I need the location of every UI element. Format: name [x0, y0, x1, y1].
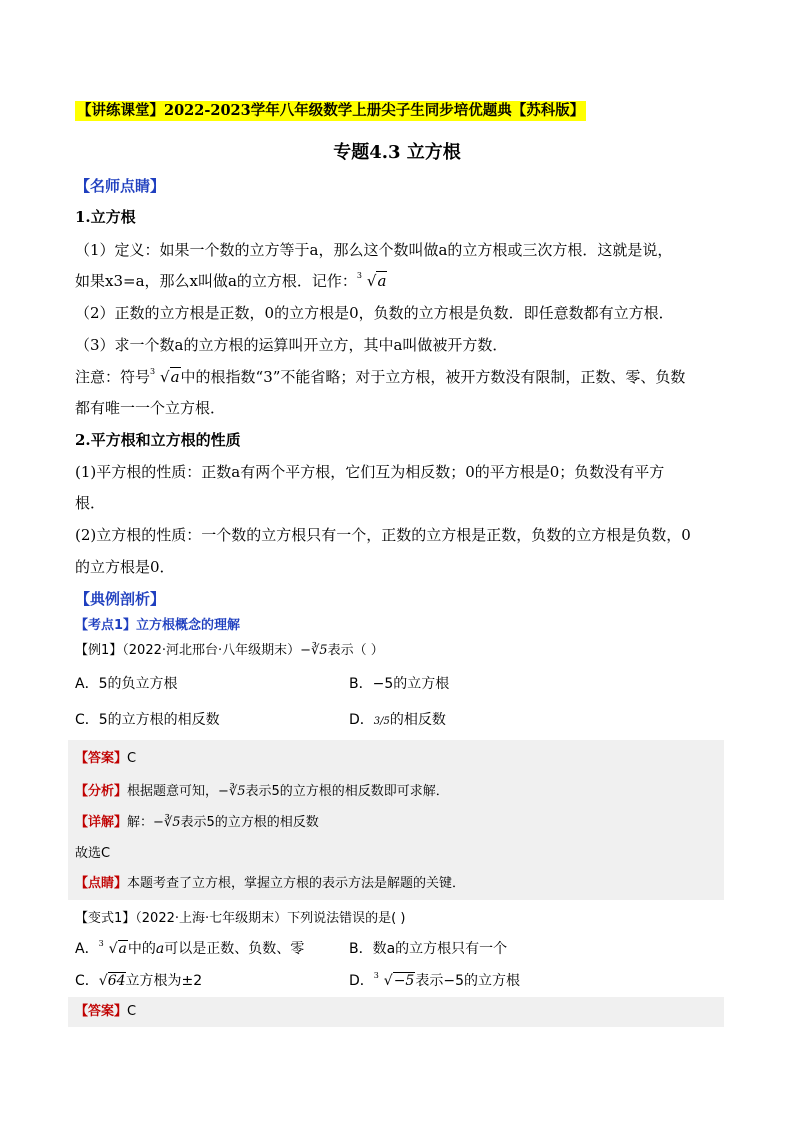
answer2: 【答案】C	[75, 1004, 137, 1019]
cube-root-a: 3 √a	[356, 271, 387, 290]
comment: 【点睛】本题考查了立方根，掌握立方根的表示方法是解题的关键．	[75, 876, 466, 891]
teacher-points-heading: 【名师点睛】	[75, 177, 166, 195]
property-line3: （3）求一个数a的立方根的运算叫开立方，其中a叫做被开方数．	[75, 336, 508, 354]
property-line2: （2）正数的立方根是正数，0的立方根是0，负数的立方根是负数．即任意数都有立方根．	[75, 304, 674, 322]
example1-stem: 【例1】（2022·河北邢台·八年级期末）−∛5表示（ ）	[75, 643, 384, 658]
example1-option-c: C．5的立方根的相反数	[75, 712, 220, 728]
note-text: 中的根指数“3”不能省略；对于立方根，被开方数没有限制，正数、零、负数	[180, 368, 686, 386]
note-line1	[75, 366, 685, 388]
analysis: 【分析】根据题意可知，−∛5表示5的立方根的相反数即可求解．	[75, 784, 449, 799]
section2-title: 2.平方根和立方根的性质	[75, 431, 241, 449]
page-title: 专题4.3 立方根	[333, 142, 461, 163]
square-root-property-line1: (1)平方根的性质：正数a有两个平方根，它们互为相反数；0的平方根是0；负数没有平方	[75, 463, 665, 481]
cube-root-property-line1: (2)立方根的性质：一个数的立方根只有一个，正数的立方根是正数，负数的立方根是负数，0	[75, 526, 691, 544]
variant1-option-c: C．√64立方根为±2	[75, 973, 203, 989]
definition-line1: （1）定义：如果一个数的立方等于a，那么这个数叫做a的立方根或三次方根．这就是说，	[75, 241, 673, 259]
note-line2: 都有唯一一个立方根．	[75, 399, 226, 417]
detail: 【详解】解：−∛5表示5的立方根的相反数	[75, 815, 319, 830]
answer2-block	[68, 997, 724, 1027]
note-prefix: 注意：符号	[75, 368, 151, 386]
example1-option-a: A．5的负立方根	[75, 676, 178, 692]
square-root-property-line2: 根．	[75, 494, 106, 512]
variant1-option-a: A． 3 √a中的a可以是正数、负数、零	[75, 939, 305, 957]
topic-1-heading: 【考点1】立方根概念的理解	[75, 618, 241, 633]
answer1: 【答案】C	[75, 751, 137, 766]
definition-line2	[75, 270, 387, 292]
variant1-option-d: D． 3 √−5表示−5的立方根	[349, 971, 520, 989]
variant1-option-b: B．数a的立方根只有一个	[349, 941, 508, 957]
definition-line2-text: 如果x3=a，那么x叫做a的立方根．记作：	[75, 272, 357, 290]
series-banner: 【讲练课堂】2022-2023学年八年级数学上册尖子生同步培优题典【苏科版】	[77, 102, 585, 119]
cube-root-symbol: 3 √a	[150, 367, 180, 386]
examples-heading: 【典例剖析】	[75, 590, 166, 608]
answer1-block	[68, 740, 724, 778]
section1-title: 1.立方根	[75, 208, 136, 226]
variant1-stem: 【变式1】（2022·上海·七年级期末）下列说法错误的是( )	[75, 911, 406, 926]
example1-option-b: B．−5的立方根	[349, 676, 450, 692]
choose-text: 故选C	[75, 846, 111, 861]
cube-root-property-line2: 的立方根是0．	[75, 558, 175, 576]
choose-block	[68, 840, 724, 870]
example1-option-d: D．3/5的相反数	[349, 712, 446, 728]
